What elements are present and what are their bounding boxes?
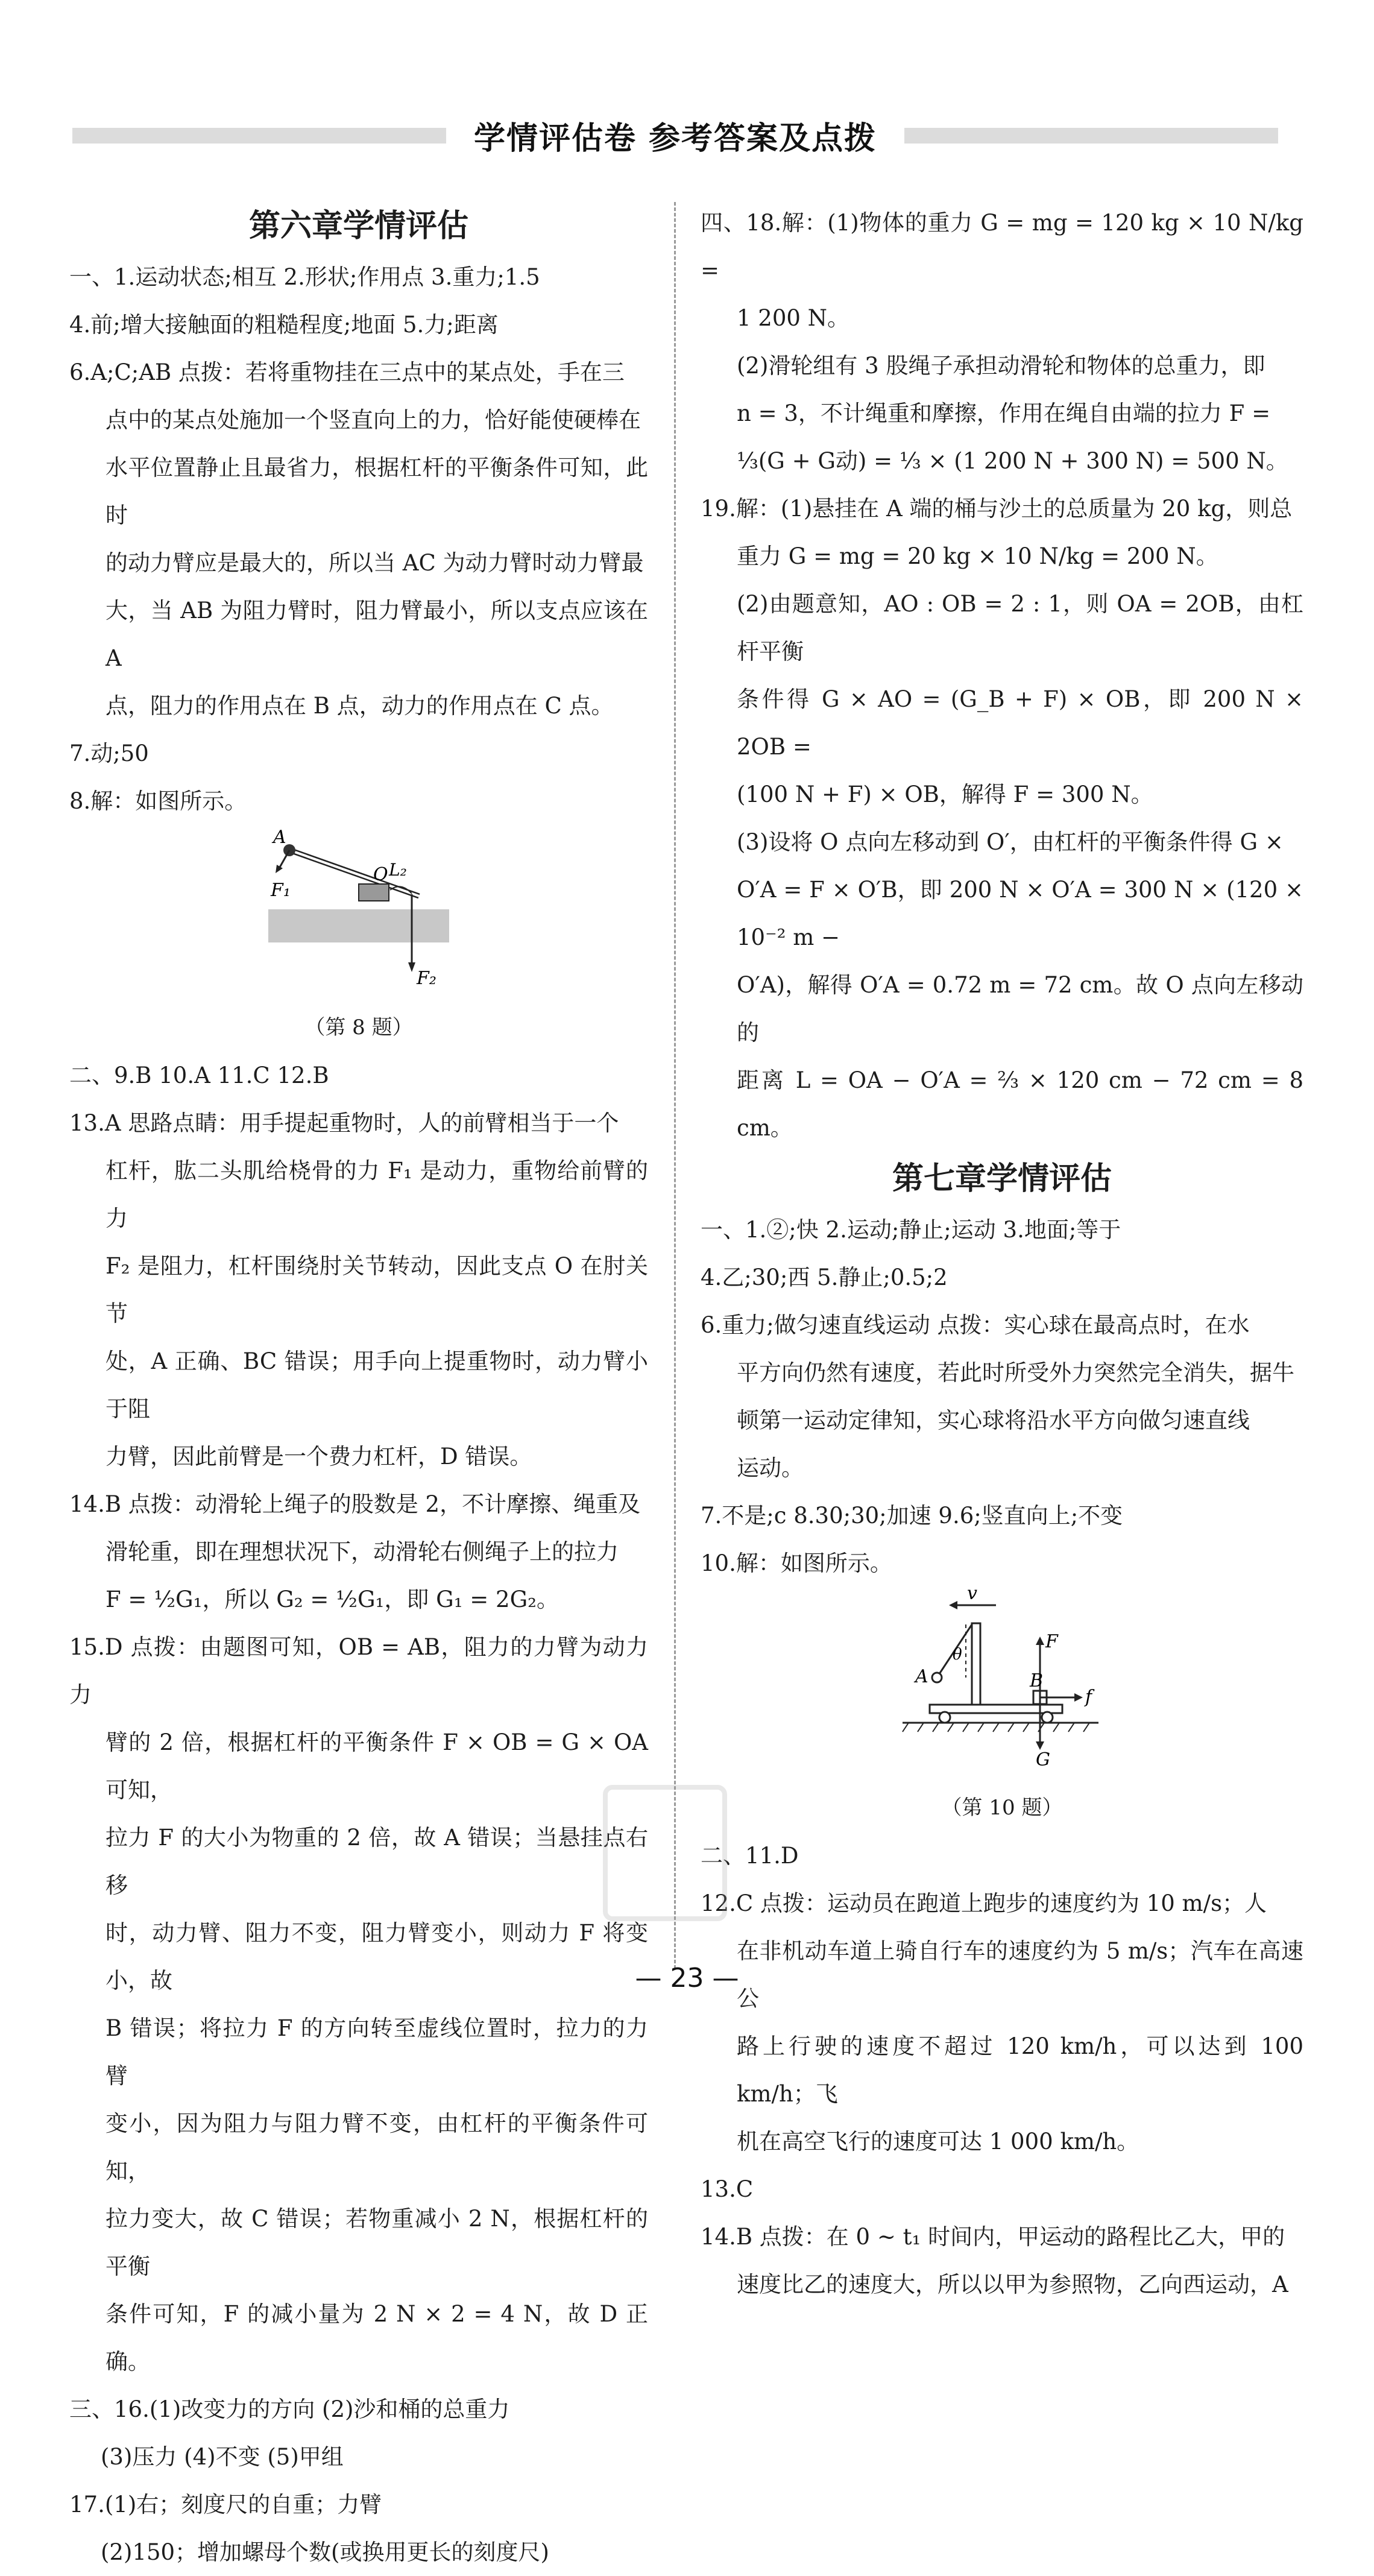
answer-line: 7.不是;c 8.30;30;加速 9.6;竖直向上;不变 xyxy=(701,1503,1123,1529)
label-theta: θ xyxy=(953,1646,962,1664)
answer-line: 条件可知，F 的减小量为 2 N × 2 = 4 N，故 D 正确。 xyxy=(106,2301,648,2375)
left-column xyxy=(69,199,648,2576)
answer-line: 时，动力臂、阻力不变，阻力臂变小，则动力 F 将变小，故 xyxy=(106,1920,648,1994)
answer-line: (2)由题意知，AO : OB = 2 : 1，则 OA = 2OB，由杠杆平衡 xyxy=(737,591,1303,665)
answer-line: (2)滑轮组有 3 股绳子承担动滑轮和物体的总重力，即 xyxy=(737,353,1265,379)
answer-line: 8.解：如图所示。 xyxy=(69,788,247,814)
figure-10-diagram xyxy=(900,1587,1105,1768)
answer-line: 一、1.运动状态;相互 2.形状;作用点 3.重力;1.5 xyxy=(69,264,540,290)
answer-line: F = ½G₁，所以 G₂ = ½G₁，即 G₁ = 2G₂。 xyxy=(106,1586,559,1612)
answer-line: 杠杆，肱二头肌给桡骨的力 F₁ 是动力，重物给前臂的力 xyxy=(106,1158,648,1231)
label-l2: L₂ xyxy=(389,860,407,880)
label-o: O xyxy=(373,864,388,885)
answer-line: (2)150；增加螺母个数(或换用更长的刻度尺) xyxy=(101,2539,549,2565)
answer-line: (3)压力 (4)不变 (5)甲组 xyxy=(101,2444,344,2470)
answer-line: 顿第一运动定律知，实心球将沿水平方向做匀速直线 xyxy=(737,1407,1250,1433)
answer-line: 的动力臂应是最大的，所以当 AC 为动力臂时动力臂最 xyxy=(106,550,644,576)
column-divider xyxy=(674,202,676,1969)
header-banner xyxy=(72,112,1278,160)
answer-line: n = 3，不计绳重和摩擦，作用在绳自由端的拉力 F = xyxy=(737,400,1271,426)
figure-10 xyxy=(701,1587,1303,1784)
answer-line: 6.A;C;AB 点拨：若将重物挂在三点中的某点处，手在三 xyxy=(69,359,625,385)
answer-line: (100 N + F) × OB，解得 F = 300 N。 xyxy=(737,781,1153,807)
answer-line: 4.前;增大接触面的粗糙程度;地面 5.力;距离 xyxy=(69,312,499,338)
answer-line: 二、9.B 10.A 11.C 12.B xyxy=(69,1062,329,1088)
answer-line: 平方向仍然有速度，若此时所受外力突然完全消失，据牛 xyxy=(737,1360,1294,1386)
answer-line: 运动。 xyxy=(737,1455,804,1481)
label-v: v xyxy=(967,1587,977,1604)
answer-line: 1 200 N。 xyxy=(737,305,850,331)
label-f1: F₁ xyxy=(271,880,291,901)
label-f: f xyxy=(1085,1687,1092,1708)
answer-line: 四、18.解：(1)物体的重力 G = mg = 120 kg × 10 N/kg = xyxy=(701,210,1303,283)
answer-line: 条件得 G × AO = (G_B + F) × OB，即 200 N × 2OB = xyxy=(737,686,1303,760)
answer-line: 13.C xyxy=(701,2176,754,2202)
answer-line: 变小，因为阻力与阻力臂不变，由杠杆的平衡条件可知， xyxy=(106,2110,648,2184)
cart-pole xyxy=(972,1623,980,1705)
figure-8-caption: （第 8 题） xyxy=(304,1015,413,1040)
chapter-6-title: 第六章学情评估 xyxy=(248,208,468,244)
label-f-up: F xyxy=(1045,1631,1058,1652)
answer-line: 14.B 点拨：在 0 ~ t₁ 时间内，甲运动的路程比乙大，甲的 xyxy=(701,2224,1285,2250)
answer-line: O′A)，解得 O′A = 0.72 m = 72 cm。故 O 点向左移动的 xyxy=(737,972,1303,1046)
answer-line: 臂的 2 倍，根据杠杆的平衡条件 F × OB = G × OA 可知， xyxy=(106,1729,648,1803)
answer-line: 力臂，因此前臂是一个费力杠杆，D 错误。 xyxy=(106,1444,532,1470)
answer-line: 点，阻力的作用点在 B 点，动力的作用点在 C 点。 xyxy=(106,693,614,719)
label-b: B xyxy=(1030,1670,1044,1691)
answer-line: 6.重力;做匀速直线运动 点拨：实心球在最高点时，在水 xyxy=(701,1312,1250,1338)
answer-line: 4.乙;30;西 5.静止;0.5;2 xyxy=(701,1264,948,1290)
answer-line: 处，A 正确、BC 错误；用手向上提重物时，动力臂小于阻 xyxy=(106,1348,648,1422)
answer-line: 拉力 F 的大小为物重的 2 倍，故 A 错误；当悬挂点右移 xyxy=(106,1825,648,1898)
answer-line: 12.C 点拨：运动员在跑道上跑步的速度约为 10 m/s；人 xyxy=(701,1890,1267,1916)
answer-line: 15.D 点拨：由题图可知，OB = AB，阻力的力臂为动力力 xyxy=(69,1634,648,1708)
answer-line: (3)设将 O 点向左移动到 O′，由杠杆的平衡条件得 G × xyxy=(737,829,1284,855)
page-number: — 23 — xyxy=(635,1963,739,1994)
answer-line: 10.解：如图所示。 xyxy=(701,1550,892,1576)
answer-line: 19.解：(1)悬挂在 A 端的桶与沙土的总质量为 20 kg，则总 xyxy=(701,496,1293,522)
answer-line: 17.(1)右；刻度尺的自重；力臂 xyxy=(69,2492,382,2518)
chapter-7-title: 第七章学情评估 xyxy=(892,1161,1112,1197)
figure-8-diagram xyxy=(262,825,455,988)
weight-block xyxy=(359,884,389,901)
label-g: G xyxy=(1036,1749,1050,1768)
cart-wheel xyxy=(1042,1712,1053,1723)
answer-line: 点中的某点处施加一个竖直向上的力，恰好能使硬棒在 xyxy=(106,407,641,433)
answer-line: O′A = F × O′B，即 200 N × O′A = 300 N × (120 × 10⁻² m − xyxy=(737,877,1303,950)
answer-line: 13.A 思路点睛：用手提起重物时，人的前臂相当于一个 xyxy=(69,1110,619,1136)
answer-line: 14.B 点拨：动滑轮上绳子的股数是 2，不计摩擦、绳重及 xyxy=(69,1491,641,1517)
label-a: A xyxy=(915,1666,928,1687)
page-title: 学情评估卷 参考答案及点拨 xyxy=(473,121,877,157)
answer-line: 7.动;50 xyxy=(69,740,149,766)
answer-line: F₂ 是阻力，杠杆围绕肘关节转动，因此支点 O 在肘关节 xyxy=(106,1253,648,1327)
answer-line: ⅓(G + G动) = ⅓ × (1 200 N + 300 N) = 500 N。 xyxy=(737,448,1288,474)
answer-line: 距离 L = OA − O′A = ⅔ × 120 cm − 72 cm = 8 cm。 xyxy=(737,1067,1303,1141)
label-f2: F₂ xyxy=(417,968,436,988)
cart-wheel xyxy=(939,1712,950,1723)
answer-line: 路上行驶的速度不超过 120 km/h，可以达到 100 km/h；飞 xyxy=(737,2033,1303,2107)
answer-line: 在非机动车道上骑自行车的速度约为 5 m/s；汽车在高速公 xyxy=(737,1938,1303,2012)
pendulum-ball xyxy=(932,1673,942,1682)
figure-8 xyxy=(69,825,648,1004)
answer-line: 机在高空飞行的速度可达 1 000 km/h。 xyxy=(737,2129,1139,2155)
answer-line: 一、1.②;快 2.运动;静止;运动 3.地面;等于 xyxy=(701,1217,1121,1243)
answer-line: 二、11.D xyxy=(701,1843,799,1869)
answer-line: 重力 G = mg = 20 kg × 10 N/kg = 200 N。 xyxy=(737,543,1218,569)
figure-10-caption: （第 10 题） xyxy=(941,1796,1063,1820)
answer-line: 滑轮重，即在理想状况下，动滑轮右侧绳子上的拉力 xyxy=(106,1539,619,1565)
answer-line: B 错误；将拉力 F 的方向转至虚线位置时，拉力的力臂 xyxy=(106,2015,648,2089)
answer-line: 速度比乙的速度大，所以以甲为参照物，乙向西运动，A xyxy=(737,2271,1288,2297)
answer-line: 三、16.(1)改变力的方向 (2)沙和桶的总重力 xyxy=(69,2396,510,2422)
answer-line: 水平位置静止且最省力，根据杠杆的平衡条件可知，此时 xyxy=(106,455,648,528)
ground-block xyxy=(268,909,449,942)
answer-line: 大，当 AB 为阻力臂时，阻力臂最小，所以支点应该在 A xyxy=(106,598,648,671)
label-a: A xyxy=(273,827,286,848)
answer-line: 拉力变大，故 C 错误；若物重减小 2 N，根据杠杆的平衡 xyxy=(106,2206,648,2279)
cart-body xyxy=(930,1705,1062,1713)
